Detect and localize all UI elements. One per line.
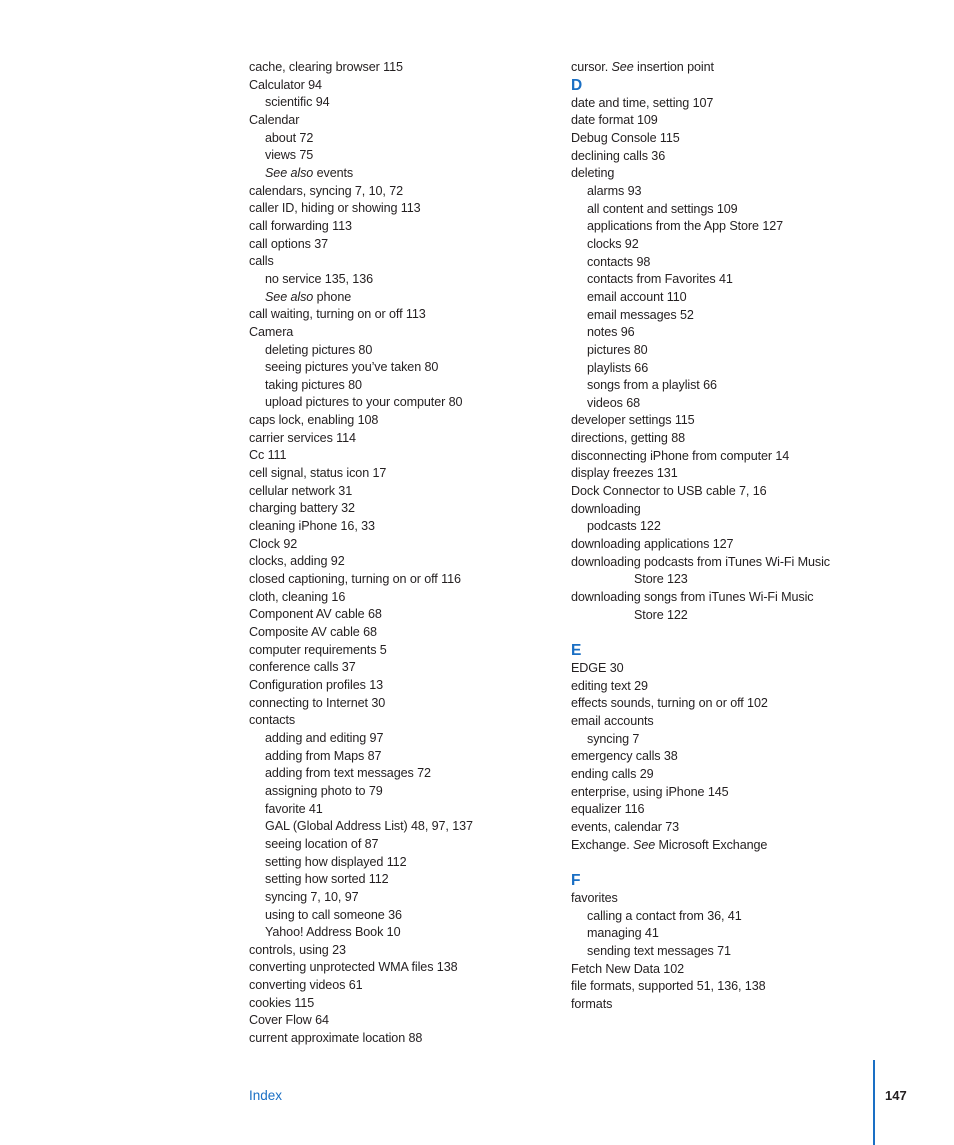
index-subentry: alarms 93 bbox=[587, 183, 642, 198]
index-entry bbox=[571, 837, 871, 855]
index-entry: cookies 115 bbox=[249, 995, 315, 1010]
index-entry: emergency calls 38 bbox=[571, 749, 678, 764]
index-entry: connecting to Internet 30 bbox=[249, 695, 386, 710]
index-entry: developer settings 115 bbox=[571, 413, 695, 428]
see-reference: See bbox=[611, 60, 634, 74]
index-subentry: playlists 66 bbox=[587, 360, 649, 375]
index-subentry: notes 96 bbox=[587, 325, 635, 340]
section-spacer bbox=[571, 624, 871, 642]
index-entry: computer requirements 5 bbox=[249, 642, 387, 657]
index-subentry: seeing pictures you’ve taken 80 bbox=[265, 360, 439, 375]
index-entry: events, calendar 73 bbox=[571, 819, 680, 834]
index-subentry: calling a contact from 36, 41 bbox=[587, 908, 742, 923]
index-entry: directions, getting 88 bbox=[571, 431, 686, 446]
index-entry: Composite AV cable 68 bbox=[249, 625, 377, 639]
index-entry: EDGE 30 bbox=[571, 661, 624, 675]
index-entry: enterprise, using iPhone 145 bbox=[571, 784, 729, 799]
index-subentry: using to call someone 36 bbox=[265, 907, 402, 922]
index-entry: Cover Flow 64 bbox=[249, 1013, 329, 1028]
index-entry: charging battery 32 bbox=[249, 501, 355, 516]
index-subentry: no service 135, 136 bbox=[265, 271, 374, 286]
index-entry: Fetch New Data 102 bbox=[571, 961, 685, 976]
index-subentry: scientific 94 bbox=[265, 95, 330, 110]
entry-text: Microsoft Exchange bbox=[655, 837, 768, 852]
index-entry-continuation: Store 122 bbox=[634, 607, 688, 622]
section-spacer bbox=[571, 854, 871, 872]
index-entry: cache, clearing browser 115 bbox=[249, 60, 403, 74]
index-subentry: setting how sorted 112 bbox=[265, 872, 389, 887]
index-subentry: about 72 bbox=[265, 130, 314, 145]
index-entry: formats bbox=[571, 996, 613, 1011]
index-entry: declining calls 36 bbox=[571, 148, 666, 163]
index-entry: controls, using 23 bbox=[249, 942, 346, 957]
index-subentry bbox=[249, 289, 549, 307]
index-entry: file formats, supported 51, 136, 138 bbox=[571, 979, 766, 994]
index-entry: cloth, cleaning 16 bbox=[249, 589, 346, 604]
index-section-letter: D bbox=[571, 76, 583, 94]
index-entry: deleting bbox=[571, 166, 615, 181]
index-entry: disconnecting iPhone from computer 14 bbox=[571, 448, 790, 463]
entry-text: phone bbox=[313, 289, 352, 304]
index-entry: carrier services 114 bbox=[249, 430, 356, 445]
index-entry: caps lock, enabling 108 bbox=[249, 413, 379, 428]
index-entry: display freezes 131 bbox=[571, 466, 678, 481]
index-entry bbox=[571, 59, 871, 77]
index-subentry: pictures 80 bbox=[587, 342, 648, 357]
index-section-letter: F bbox=[571, 871, 581, 889]
index-entry: downloading songs from iTunes Wi-Fi Music bbox=[571, 590, 814, 605]
index-subentry: podcasts 122 bbox=[587, 519, 661, 534]
index-subentry: favorite 41 bbox=[265, 801, 323, 816]
index-entry: Camera bbox=[249, 324, 294, 339]
index-subentry: clocks 92 bbox=[587, 236, 639, 251]
index-entry: call forwarding 113 bbox=[249, 218, 352, 233]
page-number: 147 bbox=[885, 1088, 907, 1103]
index-entry: Cc 111 bbox=[249, 448, 287, 463]
index-entry: downloading applications 127 bbox=[571, 537, 734, 552]
index-subentry: contacts from Favorites 41 bbox=[587, 272, 733, 287]
index-entry: call waiting, turning on or off 113 bbox=[249, 307, 426, 322]
index-subentry: videos 68 bbox=[587, 395, 641, 410]
index-subentry: adding from text messages 72 bbox=[265, 766, 431, 781]
index-entry: converting unprotected WMA files 138 bbox=[249, 960, 458, 975]
index-entry: calendars, syncing 7, 10, 72 bbox=[249, 183, 404, 198]
index-entry: date format 109 bbox=[571, 113, 658, 128]
index-subentry: deleting pictures 80 bbox=[265, 342, 373, 357]
index-entry: cell signal, status icon 17 bbox=[249, 466, 387, 481]
index-entry: clocks, adding 92 bbox=[249, 554, 345, 569]
entry-text: cursor. bbox=[571, 60, 612, 74]
footer-section-label: Index bbox=[249, 1088, 283, 1103]
index-entry: effects sounds, turning on or off 102 bbox=[571, 696, 768, 711]
index-entry: calls bbox=[249, 254, 274, 269]
index-subentry: views 75 bbox=[265, 148, 314, 163]
index-entry: ending calls 29 bbox=[571, 766, 654, 781]
index-entry: conference calls 37 bbox=[249, 660, 356, 675]
index-subentry: assigning photo to 79 bbox=[265, 783, 383, 798]
index-entry: cellular network 31 bbox=[249, 483, 353, 498]
see-also-reference: See also bbox=[265, 289, 314, 304]
index-entry: favorites bbox=[571, 890, 618, 905]
index-entry: cleaning iPhone 16, 33 bbox=[249, 519, 375, 534]
index-entry: Dock Connector to USB cable 7, 16 bbox=[571, 484, 767, 499]
index-subentry: email messages 52 bbox=[587, 307, 694, 322]
index-entry: downloading bbox=[571, 501, 641, 516]
index-entry: equalizer 116 bbox=[571, 802, 645, 817]
see-reference: See bbox=[633, 837, 656, 852]
index-entry: Debug Console 115 bbox=[571, 130, 680, 145]
index-subentry: sending text messages 71 bbox=[587, 943, 731, 958]
see-also-reference: See also bbox=[265, 165, 314, 180]
index-subentry: all content and settings 109 bbox=[587, 201, 738, 216]
index-subentry: GAL (Global Address List) 48, 97, 137 bbox=[265, 819, 473, 834]
index-subentry: upload pictures to your computer 80 bbox=[265, 395, 463, 410]
index-entry-continuation: Store 123 bbox=[634, 572, 688, 587]
index-subentry: applications from the App Store 127 bbox=[587, 219, 784, 234]
index-subentry: managing 41 bbox=[587, 926, 659, 941]
index-subentry: seeing location of 87 bbox=[265, 836, 379, 851]
index-entry: contacts bbox=[249, 713, 296, 728]
index-subentry: syncing 7 bbox=[587, 731, 640, 746]
index-subentry: adding from Maps 87 bbox=[265, 748, 382, 763]
index-entry: Calendar bbox=[249, 112, 300, 127]
index-entry: downloading podcasts from iTunes Wi-Fi Music bbox=[571, 554, 830, 569]
index-subentry: contacts 98 bbox=[587, 254, 651, 269]
index-entry: Clock 92 bbox=[249, 536, 298, 551]
index-subentry: Yahoo! Address Book 10 bbox=[265, 925, 401, 940]
index-subentry: setting how displayed 112 bbox=[265, 854, 407, 869]
index-column-left bbox=[249, 59, 549, 1048]
footer-divider bbox=[873, 1060, 875, 1145]
index-entry: current approximate location 88 bbox=[249, 1031, 423, 1046]
index-subentry: songs from a playlist 66 bbox=[587, 378, 717, 393]
index-entry: Calculator 94 bbox=[249, 77, 322, 92]
index-section-letter: E bbox=[571, 642, 582, 659]
index-subentry: taking pictures 80 bbox=[265, 377, 362, 392]
index-subentry bbox=[249, 165, 549, 183]
index-subentry: adding and editing 97 bbox=[265, 730, 384, 745]
entry-text: Exchange. bbox=[571, 837, 634, 852]
index-entry: closed captioning, turning on or off 116 bbox=[249, 572, 461, 587]
index-entry: caller ID, hiding or showing 113 bbox=[249, 201, 421, 216]
index-entry: call options 37 bbox=[249, 236, 329, 251]
entry-text: insertion point bbox=[633, 60, 714, 74]
index-entry: converting videos 61 bbox=[249, 978, 363, 993]
index-subentry: syncing 7, 10, 97 bbox=[265, 889, 359, 904]
index-entry: date and time, setting 107 bbox=[571, 95, 714, 110]
index-entry: email accounts bbox=[571, 713, 654, 728]
entry-text: events bbox=[313, 165, 354, 180]
index-entry: Component AV cable 68 bbox=[249, 607, 382, 622]
index-subentry: email account 110 bbox=[587, 289, 687, 304]
index-entry: Configuration profiles 13 bbox=[249, 677, 384, 692]
index-entry: editing text 29 bbox=[571, 678, 648, 693]
index-column-right bbox=[571, 59, 871, 1013]
